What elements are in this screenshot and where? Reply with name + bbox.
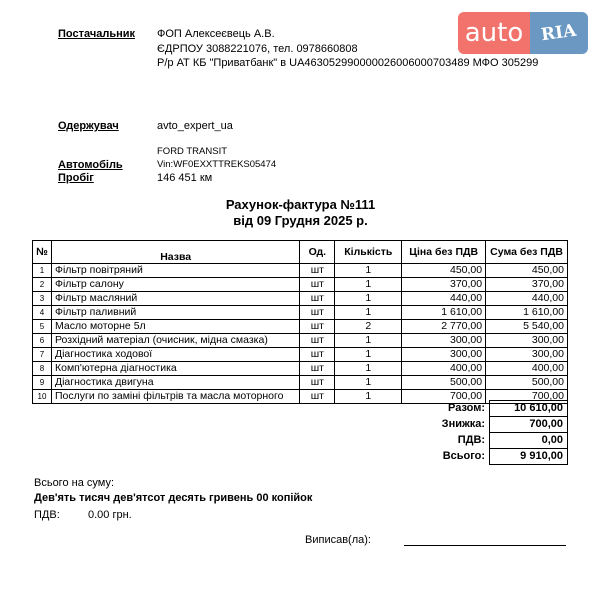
cell-unit: шт (300, 292, 335, 306)
col-header-no: № (33, 241, 52, 264)
cell-price: 300,00 (402, 334, 486, 348)
cell-price: 400,00 (402, 362, 486, 376)
cell-no: 9 (33, 376, 52, 390)
subtotal-label: Разом: (448, 402, 486, 414)
cell-name: Розхідний матеріал (очисник, мідна смазка) (51, 334, 299, 348)
recipient-name: avto_expert_ua (157, 120, 233, 132)
totals-row-subtotal (400, 401, 568, 417)
cell-sum: 5 540,00 (486, 320, 568, 334)
table-row (33, 278, 568, 292)
cell-no: 2 (33, 278, 52, 292)
logo-ria-text: RIA (540, 20, 578, 46)
cell-price: 450,00 (402, 264, 486, 278)
cell-no: 4 (33, 306, 52, 320)
discount-label: Знижка: (441, 418, 486, 430)
table-row (33, 320, 568, 334)
discount-value: 700,00 (490, 417, 568, 433)
cell-no: 5 (33, 320, 52, 334)
subtotal-value: 10 610,00 (490, 401, 568, 417)
cell-name: Фільтр повітряний (51, 264, 299, 278)
sum-words: Дев'ять тисяч дев'ятсот десять гривень 00 копійок (34, 492, 313, 504)
cell-sum: 440,00 (486, 292, 568, 306)
cell-unit: шт (300, 334, 335, 348)
supplier-label: Постачальник (58, 28, 135, 40)
table-row (33, 334, 568, 348)
cell-name: Фільтр масляний (51, 292, 299, 306)
cell-price: 500,00 (402, 376, 486, 390)
cell-no: 1 (33, 264, 52, 278)
col-header-price: Ціна без ПДВ (402, 241, 486, 264)
cell-unit: шт (300, 348, 335, 362)
cell-sum: 1 610,00 (486, 306, 568, 320)
cell-name: Комп'ютерна діагностика (51, 362, 299, 376)
table-row (33, 362, 568, 376)
cell-price: 370,00 (402, 278, 486, 292)
cell-price: 2 770,00 (402, 320, 486, 334)
col-header-name: Назва (51, 241, 299, 264)
cell-price: 1 610,00 (402, 306, 486, 320)
auto-ria-logo-auto: auto (458, 12, 530, 54)
signature-line (404, 545, 566, 546)
cell-sum: 400,00 (486, 362, 568, 376)
col-header-sum: Сума без ПДВ (486, 241, 568, 264)
total-label: Всього: (442, 450, 486, 462)
cell-qty: 1 (335, 278, 402, 292)
table-row (33, 306, 568, 320)
cell-name: Діагностика двигуна (51, 376, 299, 390)
cell-no: 8 (33, 362, 52, 376)
cell-name: Фільтр салону (51, 278, 299, 292)
cell-price: 300,00 (402, 348, 486, 362)
table-row (33, 264, 568, 278)
auto-ria-logo-ria (530, 12, 588, 54)
cell-qty: 1 (335, 264, 402, 278)
cell-sum: 450,00 (486, 264, 568, 278)
cell-qty: 1 (335, 306, 402, 320)
vat-label: ПДВ: (457, 434, 486, 446)
cell-qty: 1 (335, 348, 402, 362)
sum-label: Всього на суму: (34, 477, 114, 489)
supplier-account: Р/р АТ КБ "Приватбанк" в UA463052990000026006000703489 МФО 305299 (157, 57, 539, 69)
total-value: 9 910,00 (490, 449, 568, 465)
totals-row-total (400, 449, 568, 465)
col-header-qty: Кількість (335, 241, 402, 264)
table-row (33, 292, 568, 306)
cell-price: 700,00 (402, 390, 486, 404)
cell-unit: шт (300, 278, 335, 292)
cell-sum: 300,00 (486, 348, 568, 362)
cell-unit: шт (300, 390, 335, 404)
col-header-unit: Од. (300, 241, 335, 264)
cell-price: 440,00 (402, 292, 486, 306)
cell-qty: 1 (335, 362, 402, 376)
table-row (33, 376, 568, 390)
invoice-title: Рахунок-фактура №111 (225, 197, 376, 212)
cell-unit: шт (300, 320, 335, 334)
cell-unit: шт (300, 264, 335, 278)
cell-name: Фільтр паливний (51, 306, 299, 320)
signature-label: Виписав(ла): (305, 534, 371, 546)
table-row (33, 348, 568, 362)
cell-no: 3 (33, 292, 52, 306)
vehicle-model: FORD TRANSIT (157, 146, 228, 157)
cell-no: 7 (33, 348, 52, 362)
supplier-name: ФОП Алексеєвець А.В. (157, 28, 275, 40)
cell-qty: 1 (335, 292, 402, 306)
cell-qty: 2 (335, 320, 402, 334)
cell-qty: 1 (335, 390, 402, 404)
totals-table (400, 400, 568, 465)
items-table (32, 240, 568, 404)
cell-qty: 1 (335, 334, 402, 348)
totals-row-vat (400, 433, 568, 449)
cell-unit: шт (300, 306, 335, 320)
vehicle-vin: Vin:WF0EXXTTREKS05474 (157, 159, 277, 170)
cell-sum: 370,00 (486, 278, 568, 292)
vat-value: 0,00 (490, 433, 568, 449)
cell-name: Масло моторне 5л (51, 320, 299, 334)
mileage-label: Пробіг (58, 172, 94, 184)
cell-no: 6 (33, 334, 52, 348)
table-header-row (33, 241, 568, 264)
totals-row-discount (400, 417, 568, 433)
cell-unit: шт (300, 362, 335, 376)
cell-sum: 700,00 (486, 390, 568, 404)
summary-vat-value: 0.00 грн. (88, 509, 132, 521)
supplier-edrpou: ЄДРПОУ 3088221076, тел. 0978660808 (157, 43, 358, 55)
cell-sum: 500,00 (486, 376, 568, 390)
cell-sum: 300,00 (486, 334, 568, 348)
cell-name: Діагностика ходової (51, 348, 299, 362)
mileage-value: 146 451 км (157, 172, 213, 184)
summary-vat-label: ПДВ: (34, 509, 60, 521)
vehicle-label: Автомобіль (58, 159, 123, 171)
recipient-label: Одержувач (58, 120, 119, 132)
cell-no: 10 (33, 390, 52, 404)
invoice-date: від 09 Грудня 2025 р. (233, 213, 368, 228)
cell-name: Послуги по заміні фільтрів та масла моторного (51, 390, 299, 404)
cell-unit: шт (300, 376, 335, 390)
cell-qty: 1 (335, 376, 402, 390)
